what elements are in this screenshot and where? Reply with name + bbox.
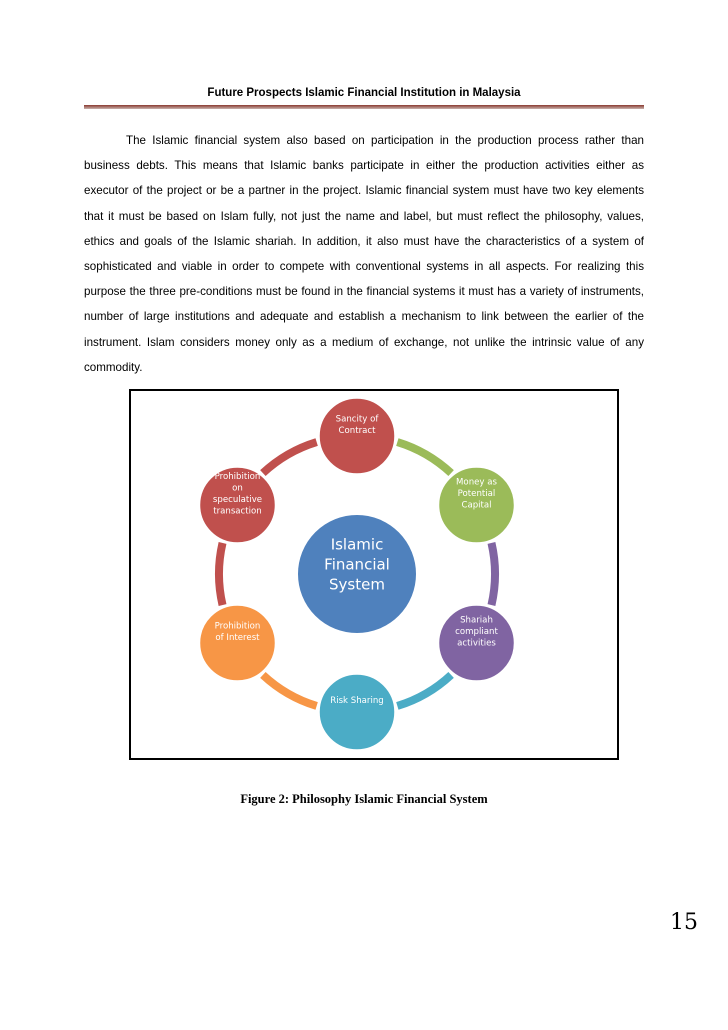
body-paragraph-block: [84, 128, 644, 380]
body-paragraph: The Islamic financial system also based on participation in the production process rather than business debts. This means that Islamic banks participate in either the production activities either as executor of the project or be a partner in the project. Islamic financial system must have two key elements that it must be based on Islam fully, not just the name and label, but must reflect the philosophy, values, ethics and goals of the Islamic shariah. In addition, it also must have the characteristics of a system of sophisticated and viable in order to compete with conventional systems in all aspects. For realizing this purpose the three pre-conditions must be found in the financial systems it must has a variety of instruments, number of large institutions and adequate and establish a mechanism to link between the earlier of the instrument. Islam considers money only as a medium of exchange, not unlike the intrinsic value of any commodity.: [84, 134, 644, 374]
connector-arc: [219, 543, 223, 605]
page-number: 15: [670, 910, 698, 935]
node-circle-interest: [199, 605, 275, 681]
connector-arc: [263, 442, 317, 473]
connector-arc: [491, 543, 495, 605]
header-rule: [84, 105, 644, 109]
node-label-speculative: Prohibition on speculative transaction: [212, 471, 263, 517]
node-label-money: Money as Potential Capital: [456, 477, 497, 511]
connector-arc: [397, 675, 451, 706]
running-header: Future Prospects Islamic Financial Institution in Malaysia: [207, 87, 521, 99]
connector-arc: [397, 442, 451, 473]
node-circle-risk: [319, 674, 395, 750]
node-circle-sanctity: [319, 398, 395, 474]
node-label-interest: Prohibition of Interest: [214, 621, 261, 643]
node-label-risk: Risk Sharing: [330, 696, 384, 707]
node-label-shariah: Shariah compliant activities: [455, 615, 498, 649]
center-circle: [297, 514, 417, 634]
figure-caption: Figure 2: Philosophy Islamic Financial System: [240, 792, 488, 806]
cycle-diagram: [131, 391, 617, 758]
connector-arc: [263, 675, 317, 706]
figure-frame: [129, 389, 619, 760]
node-label-sanctity: Sancity of Contract: [335, 414, 379, 436]
center-label: Islamic Financial System: [324, 535, 390, 594]
